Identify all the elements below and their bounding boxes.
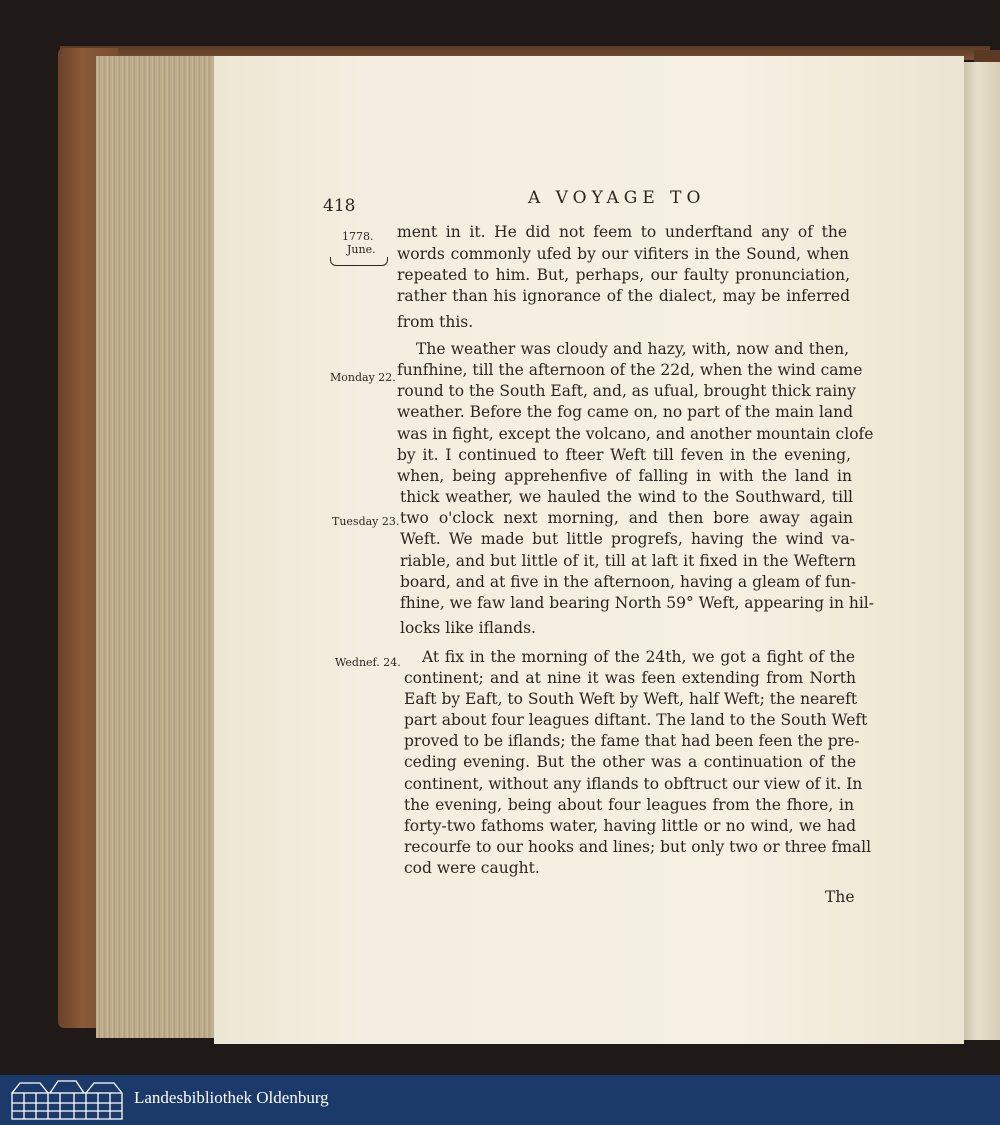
text-line: funfhine, till the afternoon of the 22d, when the wind came [397, 361, 863, 379]
text-line: when, being apprehenfive of falling in with the land in [397, 467, 852, 485]
page-number: 418 [323, 196, 356, 216]
text-line: thick weather, we hauled the wind to the Southward, till [400, 488, 853, 506]
margin-note-wednesday: Wednef. 24. [335, 656, 401, 669]
text-line: The weather was cloudy and hazy, with, now and then, [416, 340, 849, 358]
text-line: recourfe to our hooks and lines; but only two or three fmall [404, 838, 872, 856]
text-line: weather. Before the fog came on, no part of the main land [397, 403, 854, 421]
text-line: riable, and but little of it, till at laft it fixed in the Weftern [400, 552, 856, 570]
running-title: A VOYAGE TO [528, 188, 706, 208]
text-line: repeated to him. But, perhaps, our faulty pronunciation, [397, 266, 850, 284]
margin-note-month: June. [347, 243, 376, 256]
text-line: two o'clock next morning, and then bore away again [400, 509, 853, 527]
text-line: by it. I continued to fteer Weft till feven in the evening, [397, 446, 851, 464]
margin-note-tuesday: Tuesday 23. [332, 515, 400, 528]
text-line: the evening, being about four leagues from the fhore, in [404, 796, 854, 814]
text-line: proved to be iflands; the fame that had been feen the pre- [404, 732, 860, 750]
text-line: fhine, we faw land bearing North 59° Weft, appearing in hil- [400, 594, 874, 612]
text-line: Weft. We made but little progrefs, having the wind va- [400, 530, 855, 548]
text-line: At fix in the morning of the 24th, we got a fight of the [422, 648, 855, 666]
text-line: forty-two fathoms water, having little or no wind, we had [404, 817, 856, 835]
text-line: Eaft by Eaft, to South Weft by Weft, half Weft; the neareft [404, 690, 858, 708]
text-line: locks like iflands. [400, 619, 536, 637]
text-line: part about four leagues diftant. The land to the South Weft [404, 711, 868, 729]
text-line: ceding evening. But the other was a continuation of the [404, 753, 856, 771]
text-line: was in fight, except the volcano, and another mountain clofe [397, 425, 874, 443]
catchword: The [825, 888, 855, 906]
text-line: cod were caught. [404, 859, 540, 877]
library-name[interactable]: Landesbibliothek Oldenburg [134, 1088, 329, 1107]
text-line: round to the South Eaft, and, as ufual, brought thick rainy [397, 382, 856, 400]
text-line: from this. [397, 313, 474, 331]
text-line: rather than his ignorance of the dialect, may be inferred [397, 287, 850, 305]
margin-note-year: 1778. [342, 230, 374, 243]
text-line: board, and at five in the afternoon, having a gleam of fun- [400, 573, 856, 591]
margin-note-monday: Monday 22. [330, 371, 396, 384]
library-building-icon [10, 1079, 124, 1121]
text-line: continent, without any iflands to obftruct our view of it. In [404, 775, 863, 793]
text-line: continent; and at nine it was feen extending from North [404, 669, 856, 687]
text-line: words commonly ufed by our vifiters in the Sound, when [397, 245, 849, 263]
text-line: ment in it. He did not feem to underftand any of the [397, 223, 847, 241]
margin-brace [330, 257, 388, 266]
